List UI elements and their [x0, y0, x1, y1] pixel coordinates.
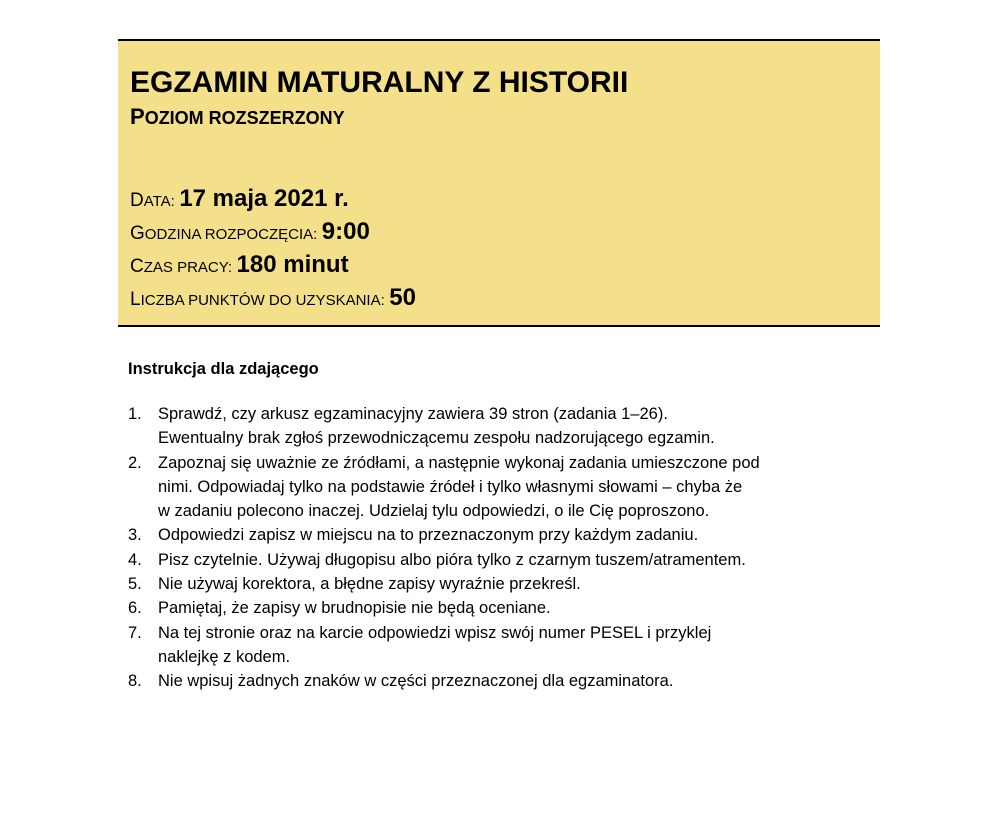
instruction-line: Sprawdź, czy arkusz egzaminacyjny zawiera 39 stron (zadania 1–26).	[158, 405, 668, 423]
meta-start-time-label	[130, 224, 317, 243]
instruction-number: 3.	[128, 526, 142, 545]
instruction-text	[158, 548, 848, 572]
meta-start-time-label-initial: G	[130, 223, 145, 244]
instruction-item	[128, 596, 848, 620]
instruction-line: Zapoznaj się uważnie ze źródłami, a następnie wykonaj zadania umieszczone pod	[158, 453, 760, 472]
instruction-text	[158, 669, 848, 693]
instruction-line: naklejkę z kodem.	[158, 647, 291, 666]
exam-meta	[130, 184, 866, 316]
instruction-item	[128, 548, 848, 572]
instruction-line: Odpowiedzi zapisz w miejscu na to przeznaczonym przy każdym zadaniu.	[158, 526, 699, 545]
exam-header-box	[118, 39, 880, 327]
instruction-item	[128, 572, 848, 596]
exam-title: EGZAMIN MATURALNY Z HISTORII	[130, 66, 629, 99]
instruction-text	[158, 451, 848, 524]
instruction-text	[158, 596, 848, 620]
instruction-number: 6.	[128, 599, 142, 618]
meta-points-label-rest: ICZBA PUNKTÓW DO UZYSKANIA:	[140, 292, 385, 309]
instruction-number: 2.	[128, 453, 142, 472]
meta-date	[130, 184, 866, 217]
instruction-line: Nie używaj korektora, a błędne zapisy wyraźnie przekreśl.	[158, 575, 581, 594]
meta-duration-label-rest: ZAS PRACY:	[143, 259, 233, 276]
meta-date-label-initial: D	[130, 190, 144, 211]
instruction-number: 1.	[128, 405, 142, 423]
exam-level	[130, 103, 866, 132]
instruction-number: 5.	[128, 575, 142, 594]
meta-points-value: 50	[389, 284, 416, 311]
exam-level-initial: P	[130, 104, 145, 129]
meta-duration-label	[130, 257, 232, 276]
instruction-line: Ewentualny brak zgłoś przewodniczącemu zespołu nadzorującego egzamin.	[158, 429, 715, 448]
meta-points-label-initial: L	[130, 289, 141, 310]
instruction-number: 4.	[128, 550, 142, 569]
instruction-item	[128, 669, 848, 693]
instruction-line: nimi. Odpowiadaj tylko na podstawie źródeł i tylko własnymi słowami – chyba że	[158, 477, 743, 496]
instruction-number: 8.	[128, 672, 142, 691]
instruction-item	[128, 451, 848, 524]
instruction-line: Pisz czytelnie. Używaj długopisu albo pióra tylko z czarnym tuszem/atramentem.	[158, 550, 746, 569]
instruction-line: Pamiętaj, że zapisy w brudnopisie nie będą oceniane.	[158, 599, 551, 618]
instruction-text	[158, 621, 848, 670]
meta-start-time-value: 9:00	[321, 218, 370, 245]
instruction-text	[158, 523, 848, 547]
instruction-line: w zadaniu polecono inaczej. Udzielaj tylu odpowiedzi, o ile Cię poproszono.	[158, 502, 710, 521]
meta-duration	[130, 250, 866, 283]
instruction-line: Nie wpisuj żadnych znaków w części przeznaczonej dla egzaminatora.	[158, 672, 674, 691]
meta-duration-value: 180 minut	[236, 251, 349, 278]
instruction-text	[158, 572, 848, 596]
meta-start-time	[130, 217, 866, 250]
instruction-item	[128, 402, 848, 451]
meta-start-time-label-rest: ODZINA ROZPOCZĘCIA:	[144, 226, 318, 243]
exam-level-rest: OZIOM ROZSZERZONY	[144, 108, 345, 128]
meta-date-label	[130, 191, 175, 210]
meta-date-label-rest: ATA:	[143, 193, 175, 210]
instruction-text	[158, 402, 848, 451]
instructions-list	[128, 402, 848, 694]
instructions-title: Instrukcja dla zdającego	[128, 360, 319, 378]
instruction-line: Na tej stronie oraz na karcie odpowiedzi wpisz swój numer PESEL i przyklej	[158, 623, 712, 642]
meta-duration-label-initial: C	[130, 256, 144, 277]
meta-date-value: 17 maja 2021 r.	[179, 185, 349, 212]
meta-points	[130, 283, 866, 316]
meta-points-label	[130, 290, 385, 309]
instruction-item	[128, 523, 848, 547]
instruction-number: 7.	[128, 623, 142, 642]
instruction-item	[128, 621, 848, 670]
